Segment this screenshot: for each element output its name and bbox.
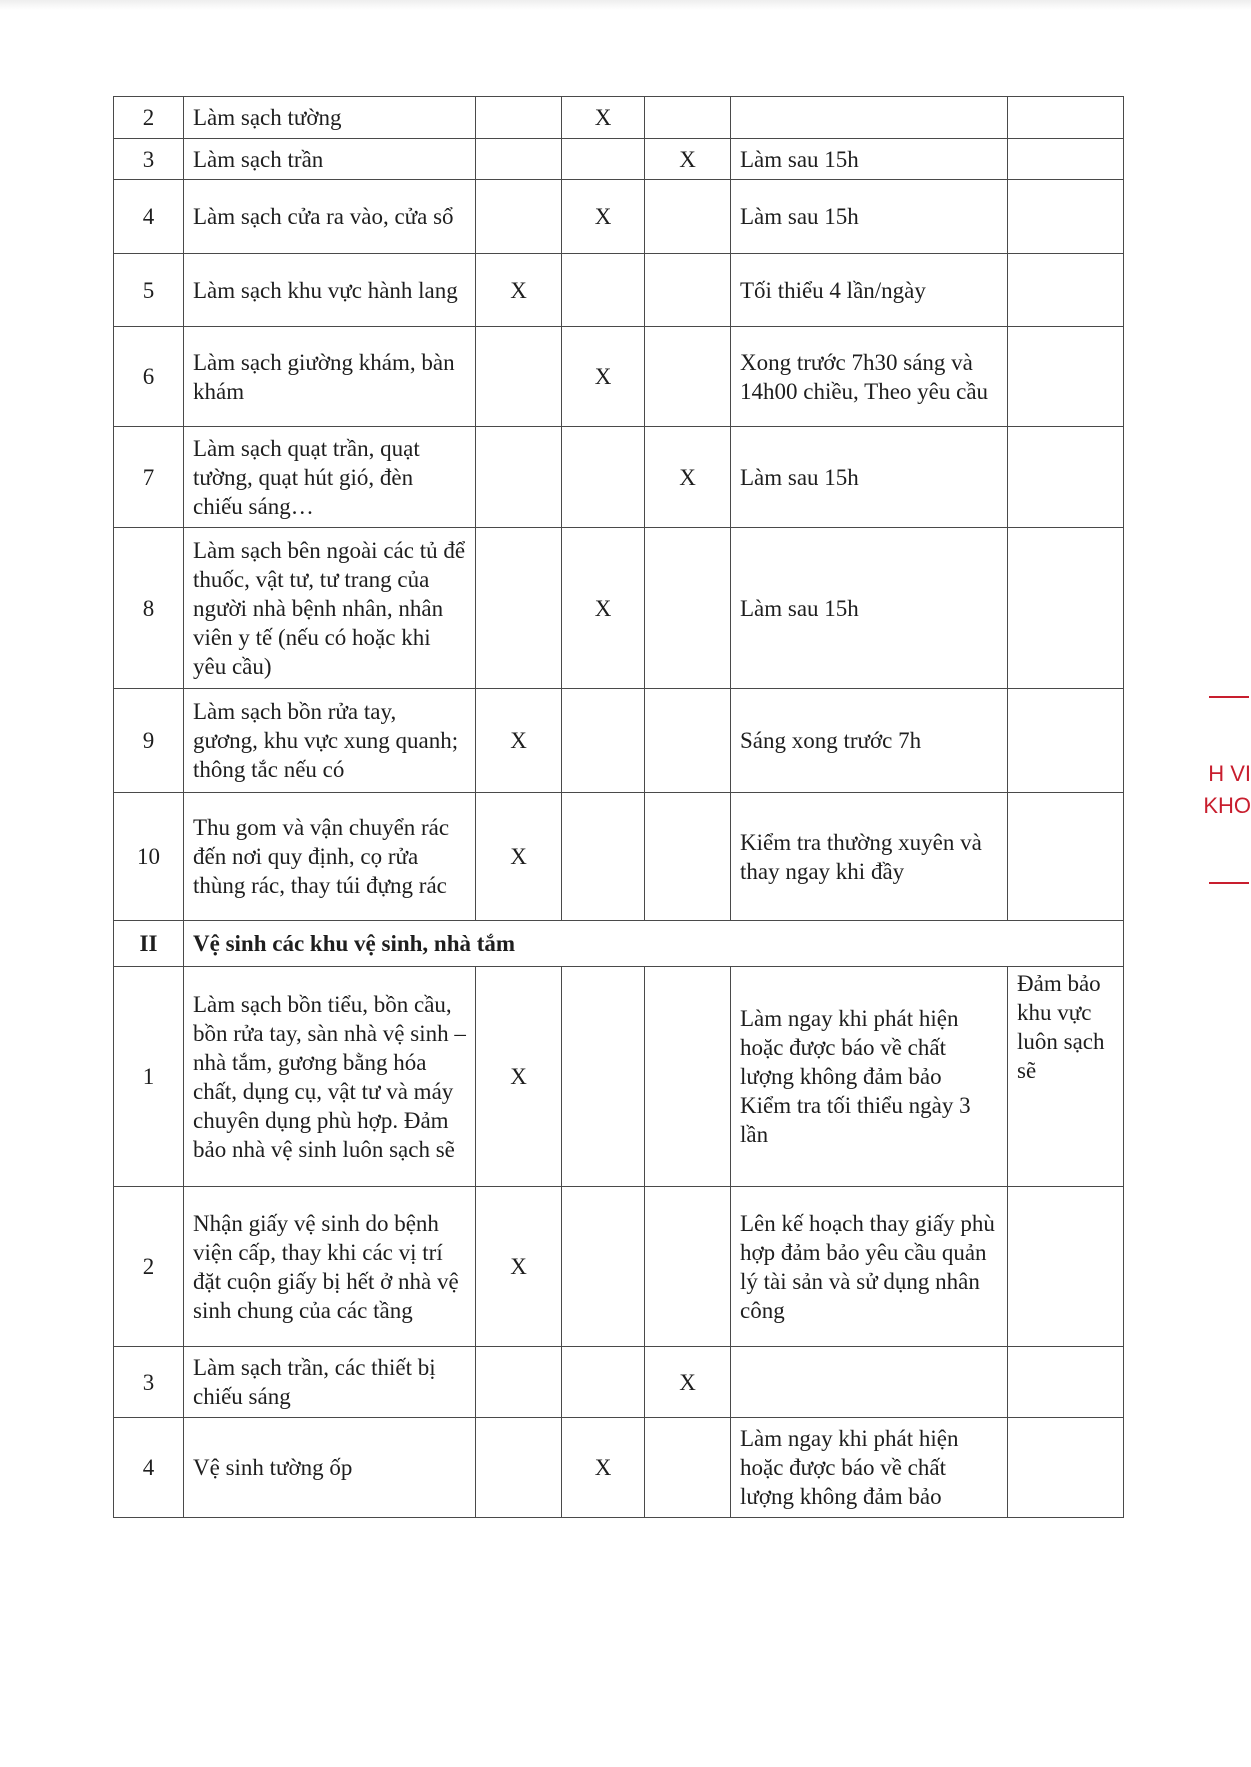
cleaning-schedule-table (113, 96, 1124, 1518)
stamp-text: H VI (1208, 761, 1251, 786)
frequency-mark-a (476, 97, 562, 139)
table-row (114, 1418, 1124, 1518)
extra-note: Đảm bảo khu vực luôn sạch sẽ (1008, 967, 1124, 1187)
table-row (114, 967, 1124, 1187)
task-description: Làm sạch bên ngoài các tủ để thuốc, vật tư, tư trang của người nhà bệnh nhân, nhân viên y tế (nếu có hoặc khi yêu cầu) (184, 528, 476, 689)
task-description: Làm sạch trần (184, 139, 476, 180)
extra-note (1008, 327, 1124, 427)
frequency-mark-c (645, 967, 731, 1187)
stamp-border-bottom (1209, 882, 1249, 884)
table-row (114, 427, 1124, 528)
frequency-mark-a (476, 180, 562, 254)
frequency-mark-b (562, 1187, 645, 1347)
frequency-mark-b: X (562, 1418, 645, 1518)
frequency-mark-b (562, 139, 645, 180)
frequency-mark-c: X (645, 1347, 731, 1418)
table-row (114, 139, 1124, 180)
task-note: Làm sau 15h (731, 139, 1008, 180)
task-note: Xong trước 7h30 sáng và 14h00 chiều, Theo yêu cầu (731, 327, 1008, 427)
section-title: Vệ sinh các khu vệ sinh, nhà tắm (184, 921, 1124, 967)
extra-note (1008, 1347, 1124, 1418)
frequency-mark-b: X (562, 327, 645, 427)
frequency-mark-b (562, 689, 645, 793)
stamp-border-top (1209, 696, 1249, 698)
frequency-mark-c (645, 327, 731, 427)
frequency-mark-c (645, 528, 731, 689)
task-note: Sáng xong trước 7h (731, 689, 1008, 793)
task-note: Làm sau 15h (731, 427, 1008, 528)
frequency-mark-b (562, 967, 645, 1187)
extra-note (1008, 180, 1124, 254)
row-number: 2 (114, 97, 184, 139)
row-number: 1 (114, 967, 184, 1187)
task-description: Làm sạch giường khám, bàn khám (184, 327, 476, 427)
task-note (731, 1347, 1008, 1418)
extra-note (1008, 793, 1124, 921)
frequency-mark-b (562, 427, 645, 528)
task-note: Lên kế hoạch thay giấy phù hợp đảm bảo yêu cầu quản lý tài sản và sử dụng nhân công (731, 1187, 1008, 1347)
task-note: Làm sau 15h (731, 528, 1008, 689)
frequency-mark-b: X (562, 97, 645, 139)
task-note: Tối thiểu 4 lần/ngày (731, 254, 1008, 327)
task-description: Vệ sinh tường ốp (184, 1418, 476, 1518)
row-number: 9 (114, 689, 184, 793)
frequency-mark-c (645, 180, 731, 254)
frequency-mark-a: X (476, 793, 562, 921)
row-number: 6 (114, 327, 184, 427)
frequency-mark-a (476, 427, 562, 528)
extra-note (1008, 1418, 1124, 1518)
task-description: Làm sạch trần, các thiết bị chiếu sáng (184, 1347, 476, 1418)
frequency-mark-b (562, 254, 645, 327)
task-description: Nhận giấy vệ sinh do bệnh viện cấp, thay khi các vị trí đặt cuộn giấy bị hết ở nhà vệ sinh chung của các tầng (184, 1187, 476, 1347)
frequency-mark-a: X (476, 1187, 562, 1347)
frequency-mark-b (562, 1347, 645, 1418)
table-row (114, 1347, 1124, 1418)
task-description: Làm sạch bồn rửa tay, gương, khu vực xung quanh; thông tắc nếu có (184, 689, 476, 793)
frequency-mark-c (645, 254, 731, 327)
frequency-mark-a: X (476, 967, 562, 1187)
task-description: Làm sạch tường (184, 97, 476, 139)
task-note: Làm ngay khi phát hiện hoặc được báo về chất lượng không đảm bảo (731, 1418, 1008, 1518)
extra-note (1008, 254, 1124, 327)
frequency-mark-a (476, 1418, 562, 1518)
frequency-mark-a (476, 327, 562, 427)
row-number: 5 (114, 254, 184, 327)
extra-note (1008, 1187, 1124, 1347)
frequency-mark-b (562, 793, 645, 921)
row-number: 7 (114, 427, 184, 528)
table-row (114, 528, 1124, 689)
row-number: 3 (114, 1347, 184, 1418)
frequency-mark-a (476, 139, 562, 180)
frequency-mark-c (645, 1187, 731, 1347)
red-stamp-fragment (1203, 690, 1251, 890)
section-number: II (114, 921, 184, 967)
table-row (114, 689, 1124, 793)
task-note: Làm sau 15h (731, 180, 1008, 254)
row-number: 8 (114, 528, 184, 689)
task-note: Kiểm tra thường xuyên và thay ngay khi đầy (731, 793, 1008, 921)
frequency-mark-c: X (645, 139, 731, 180)
table-row (114, 180, 1124, 254)
table-row (114, 254, 1124, 327)
table-row (114, 793, 1124, 921)
row-number: 4 (114, 1418, 184, 1518)
task-description: Thu gom và vận chuyển rác đến nơi quy định, cọ rửa thùng rác, thay túi đựng rác (184, 793, 476, 921)
row-number: 2 (114, 1187, 184, 1347)
frequency-mark-c (645, 1418, 731, 1518)
task-description: Làm sạch bồn tiểu, bồn cầu, bồn rửa tay, sàn nhà vệ sinh – nhà tắm, gương bằng hóa chất, dụng cụ, vật tư và máy chuyên dụng phù hợp. Đảm bảo nhà vệ sinh luôn sạch sẽ (184, 967, 476, 1187)
frequency-mark-c (645, 689, 731, 793)
frequency-mark-a (476, 1347, 562, 1418)
task-note: Làm ngay khi phát hiện hoặc được báo về chất lượng không đảm bảo Kiểm tra tối thiểu ngày 3 lần (731, 967, 1008, 1187)
extra-note (1008, 427, 1124, 528)
extra-note (1008, 139, 1124, 180)
task-description: Làm sạch khu vực hành lang (184, 254, 476, 327)
frequency-mark-c (645, 97, 731, 139)
stamp-text: KHO (1203, 793, 1251, 818)
task-description: Làm sạch quạt trần, quạt tường, quạt hút gió, đèn chiếu sáng… (184, 427, 476, 528)
frequency-mark-a: X (476, 254, 562, 327)
frequency-mark-b: X (562, 180, 645, 254)
task-description: Làm sạch cửa ra vào, cửa sổ (184, 180, 476, 254)
frequency-mark-b: X (562, 528, 645, 689)
extra-note (1008, 689, 1124, 793)
table-row (114, 97, 1124, 139)
scan-edge (0, 0, 1251, 10)
task-note (731, 97, 1008, 139)
row-number: 4 (114, 180, 184, 254)
frequency-mark-c: X (645, 427, 731, 528)
frequency-mark-a (476, 528, 562, 689)
frequency-mark-c (645, 793, 731, 921)
table-row (114, 327, 1124, 427)
frequency-mark-a: X (476, 689, 562, 793)
extra-note (1008, 97, 1124, 139)
table-row (114, 1187, 1124, 1347)
section-heading-row (114, 921, 1124, 967)
row-number: 3 (114, 139, 184, 180)
row-number: 10 (114, 793, 184, 921)
extra-note (1008, 528, 1124, 689)
